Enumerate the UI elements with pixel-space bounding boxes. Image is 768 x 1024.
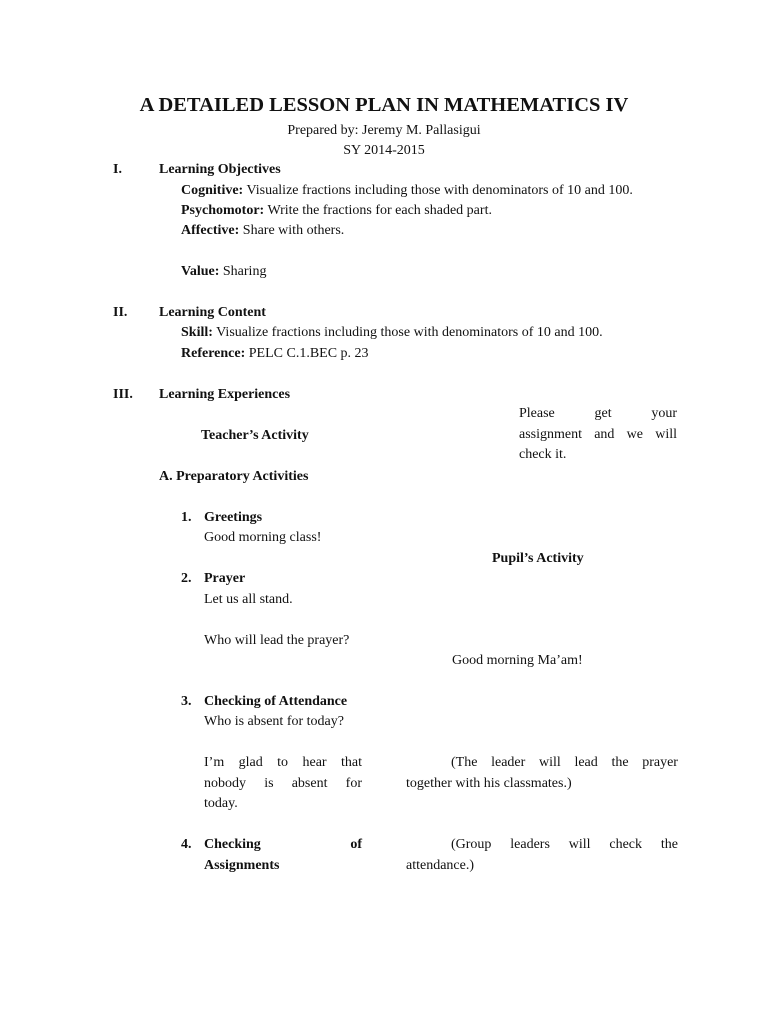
- word: I’m: [204, 755, 225, 770]
- pupil-greeting: Good morning Ma’am!: [452, 653, 583, 668]
- school-year: SY 2014-2015: [343, 143, 425, 158]
- prayer-response-line-2: [406, 774, 678, 795]
- item-1-text: Good morning class!: [204, 530, 322, 545]
- word: absent: [291, 775, 328, 791]
- psychomotor-objective: [181, 201, 492, 221]
- word: hear: [302, 755, 327, 770]
- value-objective: [181, 262, 266, 282]
- attendance-note-line-2: [204, 774, 362, 795]
- pupil-activity-heading: Pupil’s Activity: [492, 551, 584, 566]
- affective-label: Affective:: [181, 223, 240, 238]
- attendance-note-line-1: [204, 753, 362, 774]
- section-2-numeral: II.: [113, 305, 128, 320]
- document-title: A DETAILED LESSON PLAN IN MATHEMATICS IV: [139, 94, 629, 116]
- word: attendance.): [406, 857, 475, 873]
- word: that: [341, 755, 362, 770]
- word: of: [350, 837, 362, 852]
- word: the: [660, 837, 678, 852]
- word: will: [568, 837, 591, 852]
- word: your: [651, 406, 677, 421]
- item-3-title: Checking of Attendance: [204, 694, 348, 709]
- attendance-response-line-1: [406, 835, 678, 856]
- word: for: [345, 775, 362, 791]
- item-3-text-2: [204, 753, 362, 815]
- word: lead: [574, 755, 598, 770]
- word: glad: [238, 755, 263, 770]
- affective-objective: [181, 221, 344, 241]
- cognitive-objective: [181, 181, 633, 201]
- attendance-note-line-3: [204, 794, 362, 815]
- word: prayer: [642, 755, 678, 770]
- prayer-response-line-1: [406, 753, 678, 774]
- word: nobody: [204, 775, 246, 791]
- item-4-number: 4.: [181, 837, 192, 852]
- cognitive-label: Cognitive:: [181, 183, 244, 198]
- word: is: [264, 775, 274, 791]
- word: together with his classmates.): [406, 775, 572, 791]
- item-2-number: 2.: [181, 571, 192, 586]
- section-3-numeral: III.: [113, 387, 133, 402]
- item-4-title: [204, 835, 362, 876]
- word: will: [538, 755, 561, 770]
- assignment-line-1: [519, 404, 677, 425]
- assignment-line-3: [519, 445, 677, 466]
- section-2-heading: Learning Content: [159, 305, 266, 320]
- word: we: [626, 426, 643, 442]
- item-3-number: 3.: [181, 694, 192, 709]
- preparatory-activities-heading: A. Preparatory Activities: [159, 469, 309, 484]
- word: and: [594, 426, 615, 442]
- section-1-heading: Learning Objectives: [159, 162, 281, 177]
- section-3-heading: Learning Experiences: [159, 387, 291, 402]
- word: will: [655, 426, 677, 442]
- teacher-assignment-text: [519, 404, 677, 466]
- word: the: [611, 755, 629, 770]
- reference-label: Reference:: [181, 346, 246, 361]
- word: Assignments: [204, 857, 280, 873]
- word: leader: [491, 755, 526, 770]
- affective-text: Share with others.: [242, 223, 345, 238]
- item-2-text-1: Let us all stand.: [204, 592, 293, 607]
- word: (The: [451, 755, 478, 770]
- attendance-response-line-2: [406, 856, 678, 877]
- word: assignment: [519, 426, 582, 442]
- skill-label: Skill:: [181, 325, 213, 340]
- item-3-text-1: Who is absent for today?: [204, 714, 344, 729]
- word: get: [594, 406, 612, 421]
- section-1-numeral: I.: [113, 162, 122, 177]
- item-2-text-2: Who will lead the prayer?: [204, 633, 350, 648]
- assignment-line-2: [519, 425, 677, 446]
- item-1-number: 1.: [181, 510, 192, 525]
- cognitive-text: Visualize fractions including those with denominators of 10 and 100.: [246, 183, 633, 198]
- word: leaders: [510, 837, 550, 852]
- word: (Group: [451, 837, 492, 852]
- word: check it.: [519, 447, 567, 462]
- word: to: [277, 755, 289, 770]
- psychomotor-label: Psychomotor:: [181, 203, 265, 218]
- item-2-title: Prayer: [204, 571, 246, 586]
- item-4-title-line-1: [204, 835, 362, 856]
- prepared-by: Prepared by: Jeremy M. Pallasigui: [287, 123, 481, 138]
- word: today.: [204, 796, 238, 811]
- reference-text: PELC C.1.BEC p. 23: [248, 346, 369, 361]
- item-1-title: Greetings: [204, 510, 263, 525]
- skill-text: Visualize fractions including those with denominators of 10 and 100.: [216, 325, 603, 340]
- value-label: Value:: [181, 264, 220, 279]
- item-4-title-line-2: [204, 856, 362, 877]
- skill-line: [181, 323, 603, 343]
- word: Checking: [204, 837, 261, 852]
- word: check: [609, 837, 643, 852]
- word: Please: [519, 406, 555, 421]
- pupil-prayer-response: [406, 753, 678, 794]
- value-text: Sharing: [222, 264, 267, 279]
- teacher-activity-heading: Teacher’s Activity: [201, 428, 309, 443]
- psychomotor-text: Write the fractions for each shaded part.: [267, 203, 492, 218]
- pupil-attendance-response: [406, 835, 678, 876]
- reference-line: [181, 344, 369, 364]
